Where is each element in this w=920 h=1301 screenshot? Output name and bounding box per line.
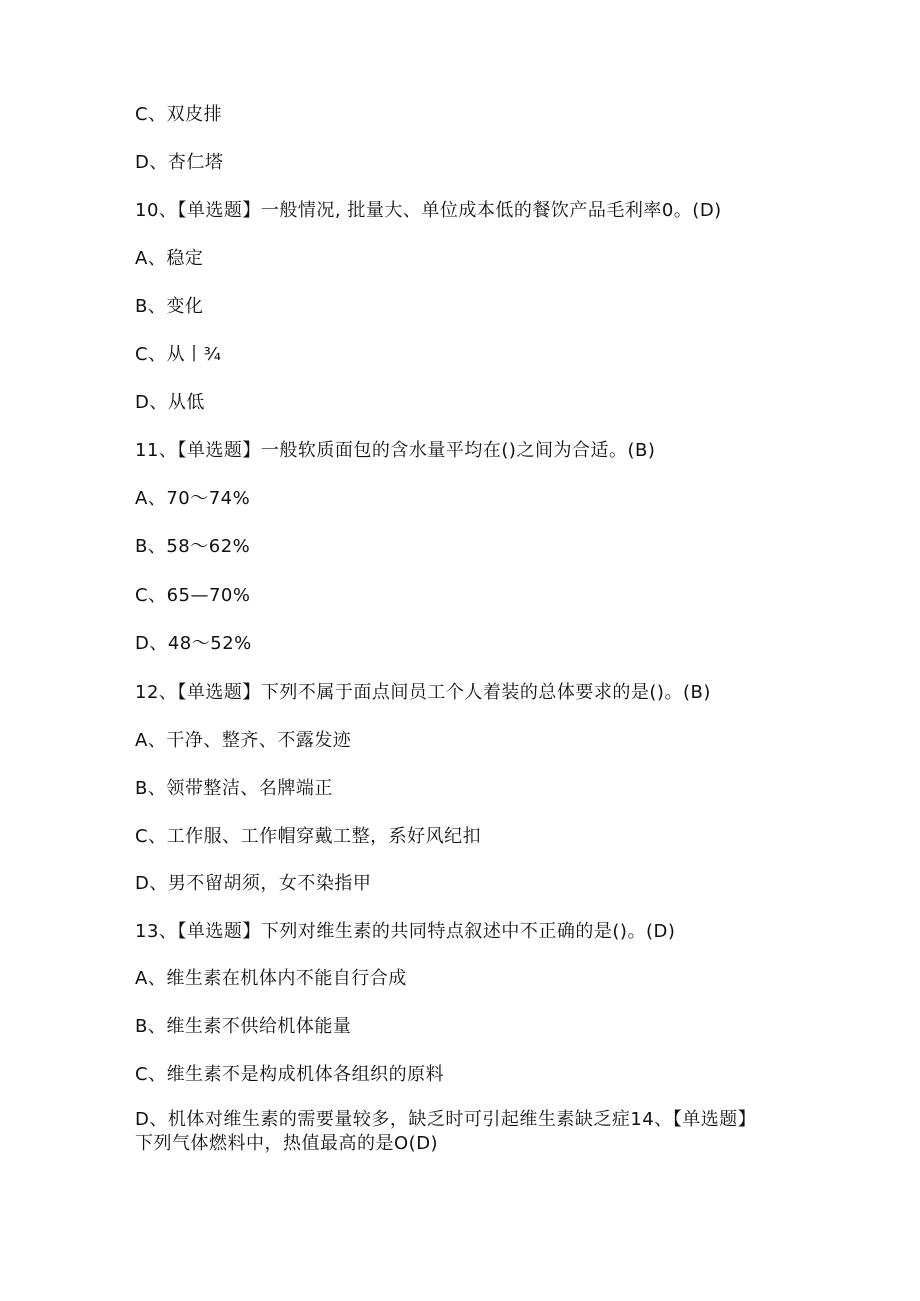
option-a-q11: A、70〜74%	[135, 488, 251, 509]
option-d-q13-and-question-14	[135, 1108, 795, 1156]
option-a-q12: A、干净、整齐、不露发迹	[135, 730, 352, 751]
option-b-q12: B、领带整洁、名牌端正	[135, 778, 333, 799]
option-c-q11: C、65—70%	[135, 585, 251, 606]
option-a-q10: A、稳定	[135, 248, 204, 269]
option-c-q13: C、维生素不是构成机体各组织的原料	[135, 1064, 445, 1085]
wrapped-line-1: D、机体对维生素的需要量较多，缺乏时可引起维生素缺乏症14、【单选题】	[135, 1109, 757, 1130]
option-c-q9: C、双皮排	[135, 104, 223, 125]
option-d-q12: D、男不留胡须，女不染指甲	[135, 873, 372, 894]
option-c-q10: C、从丨¾	[135, 344, 222, 365]
option-c-q12: C、工作服、工作帽穿戴工整，系好风纪扣	[135, 826, 482, 847]
option-b-q10: B、变化	[135, 296, 204, 317]
question-12: 12、【单选题】下列不属于面点间员工个人着装的总体要求的是()。(B)	[135, 682, 711, 703]
option-d-q9: D、杏仁塔	[135, 152, 224, 173]
option-a-q13: A、维生素在机体内不能自行合成	[135, 968, 407, 989]
option-d-q10: D、从低	[135, 392, 205, 413]
option-d-q11: D、48〜52%	[135, 633, 252, 654]
option-b-q13: B、维生素不供给机体能量	[135, 1016, 352, 1037]
question-13: 13、【单选题】下列对维生素的共同特点叙述中不正确的是()。(D)	[135, 921, 676, 942]
option-b-q11: B、58〜62%	[135, 536, 251, 557]
wrapped-line-2: 下列气体燃料中，热值最高的是O(D)	[135, 1133, 439, 1154]
question-10: 10、【单选题】一般情况, 批量大、单位成本低的餐饮产品毛利率0。(D)	[135, 200, 722, 221]
question-11: 11、【单选题】一般软质面包的含水量平均在()之间为合适。(B)	[135, 440, 656, 461]
